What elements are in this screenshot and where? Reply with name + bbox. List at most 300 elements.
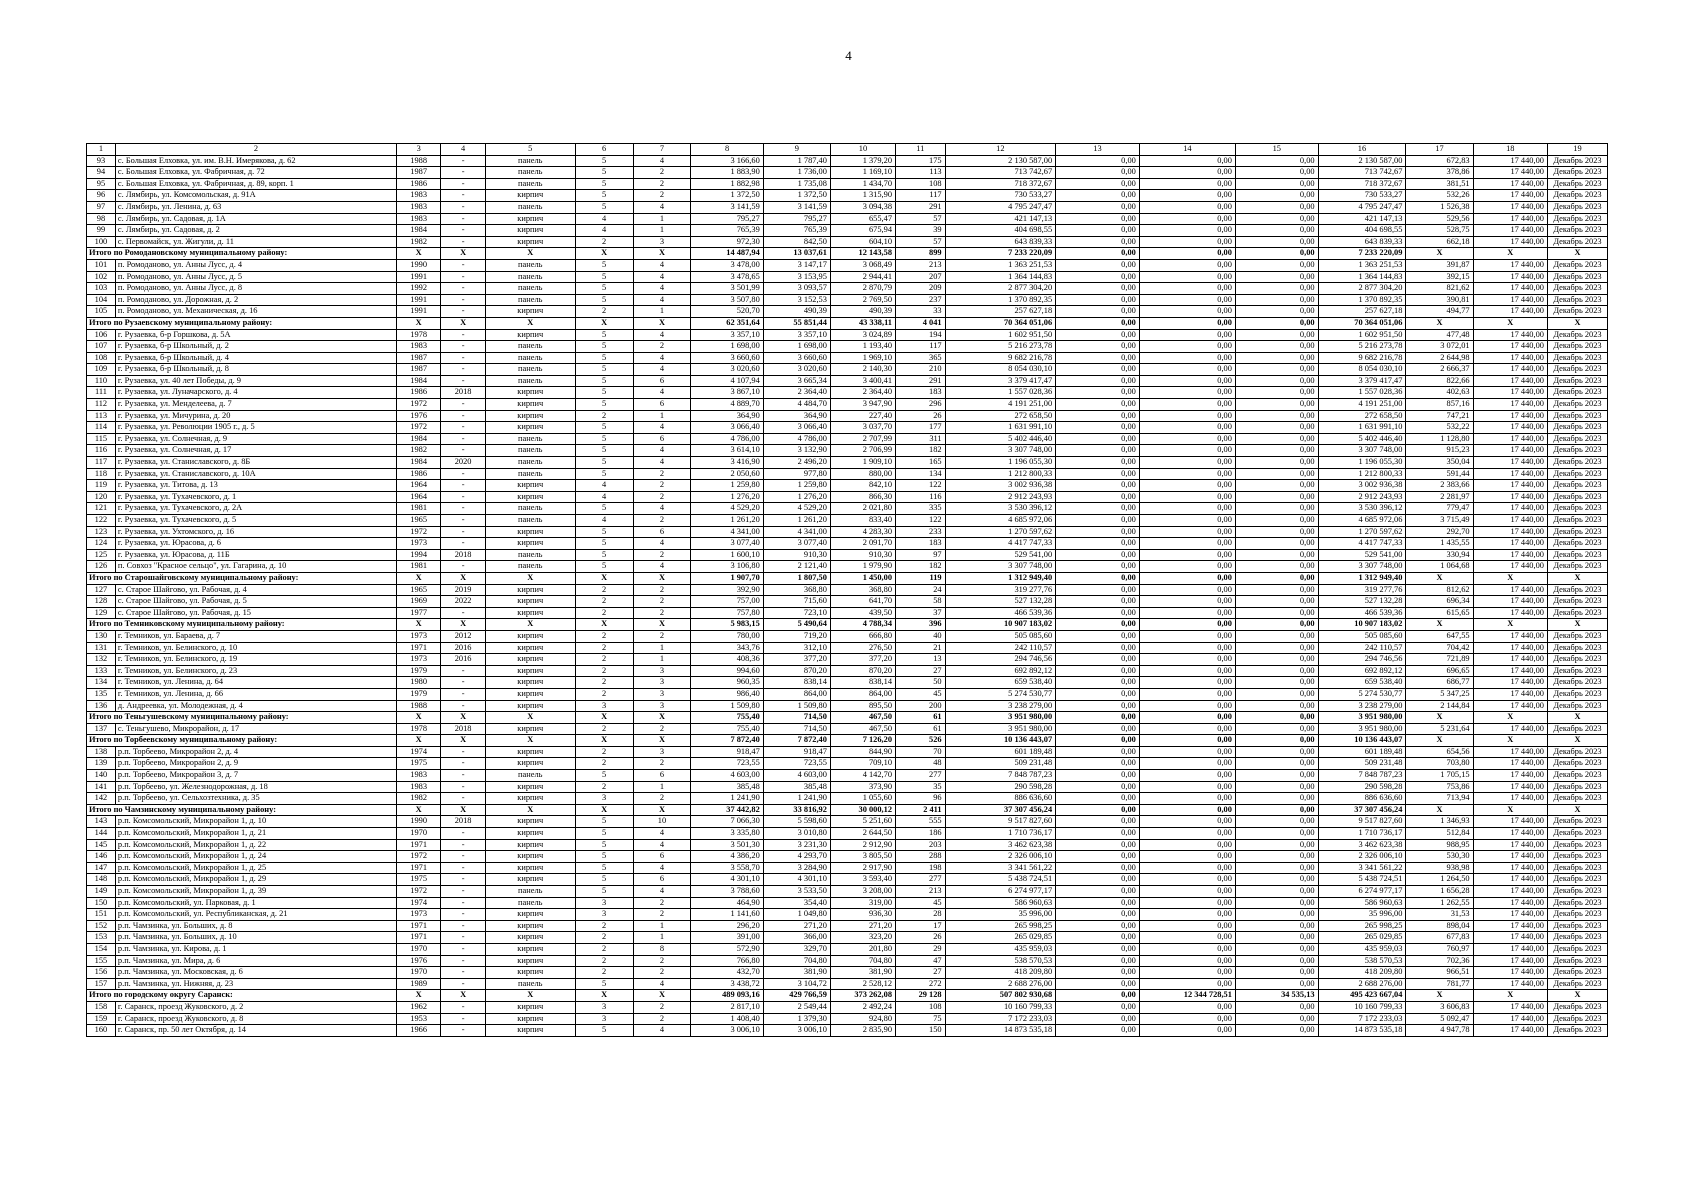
table-cell: 2: [575, 410, 633, 422]
table-cell: 113: [896, 167, 946, 179]
table-cell: 870,20: [830, 665, 895, 677]
table-cell: -: [441, 943, 485, 955]
table-cell: 864,00: [830, 688, 895, 700]
table-cell: 17 440,00: [1473, 503, 1547, 515]
subtotal-cell: 467,50: [830, 712, 895, 724]
table-cell: 2: [633, 630, 691, 642]
table-cell: 17 440,00: [1473, 549, 1547, 561]
table-cell: 108: [896, 178, 946, 190]
table-cell: 0,00: [1056, 688, 1140, 700]
table-cell: 109: [87, 364, 116, 376]
table-row: [87, 793, 1608, 805]
table-cell: 0,00: [1235, 271, 1318, 283]
subtotal-cell: 5 983,15: [691, 619, 763, 631]
table-cell: 704,42: [1406, 642, 1473, 654]
table-cell: 130: [87, 630, 116, 642]
table-cell: 1 128,80: [1406, 433, 1473, 445]
table-cell: 0,00: [1139, 828, 1235, 840]
table-cell: 390,81: [1406, 294, 1473, 306]
table-cell: 103: [87, 283, 116, 295]
table-cell: Декабрь 2023: [1547, 178, 1607, 190]
column-number-cell: 16: [1318, 144, 1406, 156]
table-row: [87, 665, 1608, 677]
table-cell: Декабрь 2023: [1547, 294, 1607, 306]
subtotal-cell: X: [1473, 572, 1547, 584]
table-cell: 0,00: [1139, 375, 1235, 387]
table-cell: 0,00: [1139, 862, 1235, 874]
subtotal-cell: 0,00: [1056, 735, 1140, 747]
table-cell: 265 029,85: [945, 932, 1056, 944]
table-cell: 1 259,80: [691, 480, 763, 492]
table-cell: 3 002 936,38: [945, 480, 1056, 492]
table-cell: 0,00: [1139, 630, 1235, 642]
table-cell: 0,00: [1235, 352, 1318, 364]
table-row: [87, 387, 1608, 399]
table-cell: 3 307 748,00: [1318, 561, 1406, 573]
table-cell: 17 440,00: [1473, 793, 1547, 805]
table-cell: 132: [87, 654, 116, 666]
table-cell: -: [441, 352, 485, 364]
table-cell: 0,00: [1056, 410, 1140, 422]
table-cell: 366,00: [763, 932, 830, 944]
table-cell: 0,00: [1139, 433, 1235, 445]
table-cell: кирпич: [485, 1025, 575, 1037]
subtotal-cell: 4 788,34: [830, 619, 895, 631]
table-cell: 4: [633, 283, 691, 295]
table-cell: -: [441, 190, 485, 202]
table-row: [87, 341, 1608, 353]
table-cell: 0,00: [1139, 723, 1235, 735]
table-cell: 3: [575, 700, 633, 712]
table-cell: 227,40: [830, 410, 895, 422]
table-cell: кирпич: [485, 1001, 575, 1013]
table-cell: 5 216 273,78: [1318, 341, 1406, 353]
table-cell: 121: [87, 503, 116, 515]
table-cell: 17 440,00: [1473, 433, 1547, 445]
table-cell: 1 261,20: [763, 515, 830, 527]
table-cell: 17 440,00: [1473, 1025, 1547, 1037]
table-cell: 0,00: [1056, 561, 1140, 573]
table-cell: 116: [87, 445, 116, 457]
table-cell: 402,63: [1406, 387, 1473, 399]
table-row: [87, 201, 1608, 213]
address-cell: г. Саранск, проезд Жуковского, д. 2: [115, 1001, 396, 1013]
table-cell: 0,00: [1139, 700, 1235, 712]
table-cell: 5: [575, 874, 633, 886]
table-cell: 122: [896, 515, 946, 527]
table-cell: -: [441, 688, 485, 700]
subtotal-cell: 5 490,64: [763, 619, 830, 631]
table-cell: 0,00: [1056, 723, 1140, 735]
table-cell: 5 438 724,51: [945, 874, 1056, 886]
address-cell: г. Рузаевка, ул. Титова, д. 13: [115, 480, 396, 492]
table-cell: 3 153,95: [763, 271, 830, 283]
table-cell: 0,00: [1235, 816, 1318, 828]
table-cell: 662,18: [1406, 236, 1473, 248]
table-cell: 1 509,80: [691, 700, 763, 712]
table-cell: 2016: [441, 642, 485, 654]
table-cell: 2 326 006,10: [1318, 851, 1406, 863]
table-cell: 0,00: [1056, 978, 1140, 990]
table-row: [87, 410, 1608, 422]
table-cell: 319,00: [830, 897, 895, 909]
table-cell: 0,00: [1056, 491, 1140, 503]
table-cell: панель: [485, 549, 575, 561]
table-cell: 1965: [396, 515, 440, 527]
table-cell: кирпич: [485, 665, 575, 677]
table-cell: 659 538,40: [945, 677, 1056, 689]
subtotal-cell: 10 907 183,02: [1318, 619, 1406, 631]
subtotal-cell: 0,00: [1139, 619, 1235, 631]
table-cell: 2: [633, 480, 691, 492]
subtotal-cell: 7 872,40: [691, 735, 763, 747]
table-cell: 898,04: [1406, 920, 1473, 932]
table-cell: -: [441, 862, 485, 874]
table-cell: 1983: [396, 213, 440, 225]
table-cell: 3 104,72: [763, 978, 830, 990]
table-cell: 102: [87, 271, 116, 283]
table-cell: 0,00: [1056, 862, 1140, 874]
table-cell: кирпич: [485, 491, 575, 503]
table-cell: 1 882,98: [691, 178, 763, 190]
table-cell: 586 960,63: [945, 897, 1056, 909]
table-cell: 0,00: [1056, 433, 1140, 445]
table-cell: 4 786,00: [763, 433, 830, 445]
subtotal-cell: 714,50: [763, 712, 830, 724]
table-cell: 1 241,90: [763, 793, 830, 805]
table-cell: 505 085,60: [1318, 630, 1406, 642]
table-cell: 4: [633, 561, 691, 573]
table-cell: 918,47: [691, 746, 763, 758]
table-cell: 1: [633, 306, 691, 318]
table-cell: 2 817,10: [691, 1001, 763, 1013]
table-cell: 2: [575, 943, 633, 955]
table-cell: 17 440,00: [1473, 526, 1547, 538]
table-cell: 527 132,28: [945, 596, 1056, 608]
table-cell: 156: [87, 967, 116, 979]
table-cell: 0,00: [1056, 943, 1140, 955]
table-cell: 490,39: [763, 306, 830, 318]
table-cell: 0,00: [1139, 201, 1235, 213]
table-cell: 0,00: [1235, 943, 1318, 955]
table-cell: 1: [633, 410, 691, 422]
column-number-cell: 5: [485, 144, 575, 156]
table-cell: 0,00: [1235, 178, 1318, 190]
table-cell: 966,51: [1406, 967, 1473, 979]
table-cell: 1972: [396, 851, 440, 863]
table-cell: 439,50: [830, 607, 895, 619]
table-cell: 126: [87, 561, 116, 573]
table-cell: 175: [896, 155, 946, 167]
table-cell: 39: [896, 225, 946, 237]
table-cell: 1971: [396, 839, 440, 851]
table-cell: 988,95: [1406, 839, 1473, 851]
table-cell: 106: [87, 329, 116, 341]
table-cell: 1 196 055,30: [945, 457, 1056, 469]
table-cell: 5 216 273,78: [945, 341, 1056, 353]
table-cell: 0,00: [1139, 839, 1235, 851]
address-cell: г. Рузаевка, ул. Тухачевского, д. 2А: [115, 503, 396, 515]
table-cell: 1971: [396, 920, 440, 932]
table-cell: Декабрь 2023: [1547, 561, 1607, 573]
table-row: [87, 677, 1608, 689]
table-cell: 886 636,60: [1318, 793, 1406, 805]
table-row: [87, 549, 1608, 561]
table-cell: 107: [87, 341, 116, 353]
table-cell: 0,00: [1139, 236, 1235, 248]
table-cell: 1 141,60: [691, 909, 763, 921]
table-cell: 0,00: [1235, 433, 1318, 445]
table-cell: 98: [87, 213, 116, 225]
table-cell: 994,60: [691, 665, 763, 677]
table-cell: 296: [896, 399, 946, 411]
table-cell: 17 440,00: [1473, 259, 1547, 271]
table-cell: 0,00: [1139, 515, 1235, 527]
table-cell: 0,00: [1056, 955, 1140, 967]
table-cell: -: [441, 746, 485, 758]
table-cell: Декабрь 2023: [1547, 886, 1607, 898]
table-cell: 0,00: [1235, 862, 1318, 874]
subtotal-cell: 0,00: [1056, 317, 1140, 329]
table-cell: 364,90: [763, 410, 830, 422]
table-cell: 643 839,33: [1318, 236, 1406, 248]
table-cell: 4 603,00: [763, 770, 830, 782]
subtotal-cell: X: [1547, 712, 1607, 724]
column-number-cell: 12: [945, 144, 1056, 156]
table-cell: 378,86: [1406, 167, 1473, 179]
table-cell: 1 557 028,36: [945, 387, 1056, 399]
table-cell: 8 054 030,10: [945, 364, 1056, 376]
table-cell: 5: [575, 155, 633, 167]
subtotal-cell: 12 344 728,51: [1139, 990, 1235, 1002]
table-cell: 0,00: [1056, 596, 1140, 608]
table-cell: кирпич: [485, 642, 575, 654]
table-cell: Декабрь 2023: [1547, 828, 1607, 840]
table-cell: 0,00: [1235, 1001, 1318, 1013]
table-cell: 2 130 587,00: [1318, 155, 1406, 167]
table-cell: 14 873 535,18: [945, 1025, 1056, 1037]
table-cell: 17 440,00: [1473, 955, 1547, 967]
table-cell: Декабрь 2023: [1547, 642, 1607, 654]
table-cell: 1983: [396, 770, 440, 782]
subtotal-label: Итого по Теньгушевскому муниципальному району:: [87, 712, 397, 724]
table-cell: Декабрь 2023: [1547, 700, 1607, 712]
table-cell: 17 440,00: [1473, 271, 1547, 283]
subtotal-cell: 7 126,20: [830, 735, 895, 747]
table-cell: 0,00: [1139, 283, 1235, 295]
table-cell: 0,00: [1056, 816, 1140, 828]
table-cell: 3: [575, 897, 633, 909]
subtotal-cell: X: [1547, 619, 1607, 631]
address-cell: г. Саранск, проезд Жуковского, д. 8: [115, 1013, 396, 1025]
address-cell: г. Рузаевка, ул. Менделеева, д. 7: [115, 399, 396, 411]
table-row: [87, 515, 1608, 527]
table-cell: 3 805,50: [830, 851, 895, 863]
table-row: [87, 433, 1608, 445]
table-cell: 2: [633, 549, 691, 561]
table-cell: 182: [896, 445, 946, 457]
table-cell: 17 440,00: [1473, 1001, 1547, 1013]
table-cell: 377,20: [763, 654, 830, 666]
table-cell: 2: [633, 758, 691, 770]
table-cell: 3 010,80: [763, 828, 830, 840]
table-cell: 5: [575, 839, 633, 851]
table-cell: кирпич: [485, 677, 575, 689]
table-cell: 1 276,20: [691, 491, 763, 503]
table-cell: 3 147,17: [763, 259, 830, 271]
table-cell: 1 372,50: [691, 190, 763, 202]
table-cell: Декабрь 2023: [1547, 746, 1607, 758]
table-cell: 0,00: [1056, 607, 1140, 619]
table-cell: 5: [575, 549, 633, 561]
subtotal-cell: 7 872,40: [763, 735, 830, 747]
table-cell: 0,00: [1056, 480, 1140, 492]
table-cell: 0,00: [1139, 1025, 1235, 1037]
table-cell: 0,00: [1056, 190, 1140, 202]
table-cell: 715,60: [763, 596, 830, 608]
subtotal-cell: 0,00: [1056, 619, 1140, 631]
table-row: [87, 491, 1608, 503]
table-cell: 0,00: [1139, 978, 1235, 990]
table-cell: 1965: [396, 584, 440, 596]
table-cell: 5: [575, 329, 633, 341]
table-cell: 3 037,70: [830, 422, 895, 434]
subtotal-cell: X: [1473, 317, 1547, 329]
subtotal-cell: X: [1473, 619, 1547, 631]
table-cell: 730 533,27: [945, 190, 1056, 202]
table-cell: 108: [87, 352, 116, 364]
subtotal-label: Итого по Темниковскому муниципальному району:: [87, 619, 397, 631]
table-cell: 3 066,40: [763, 422, 830, 434]
table-row: [87, 862, 1608, 874]
table-cell: 2 326 006,10: [945, 851, 1056, 863]
table-cell: 0,00: [1139, 596, 1235, 608]
table-cell: 5: [575, 526, 633, 538]
table-cell: Декабрь 2023: [1547, 167, 1607, 179]
table-cell: 186: [896, 828, 946, 840]
table-cell: 272 658,50: [945, 410, 1056, 422]
table-cell: 17 440,00: [1473, 700, 1547, 712]
table-cell: Декабрь 2023: [1547, 457, 1607, 469]
table-cell: 0,00: [1056, 271, 1140, 283]
table-cell: 365: [896, 352, 946, 364]
table-cell: 3 558,70: [691, 862, 763, 874]
table-cell: 0,00: [1056, 886, 1140, 898]
table-cell: 0,00: [1235, 978, 1318, 990]
table-cell: Декабрь 2023: [1547, 665, 1607, 677]
table-cell: 381,51: [1406, 178, 1473, 190]
subtotal-cell: 119: [896, 572, 946, 584]
table-cell: 1 735,08: [763, 178, 830, 190]
table-cell: 1 979,90: [830, 561, 895, 573]
table-cell: 1 262,55: [1406, 897, 1473, 909]
subtotal-cell: 1 450,00: [830, 572, 895, 584]
table-cell: 93: [87, 155, 116, 167]
table-cell: 3 341 561,22: [945, 862, 1056, 874]
subtotal-cell: 1 312 949,40: [945, 572, 1056, 584]
table-cell: 0,00: [1056, 503, 1140, 515]
table-row: [87, 271, 1608, 283]
table-cell: 17 440,00: [1473, 723, 1547, 735]
table-cell: панель: [485, 283, 575, 295]
table-cell: 288: [896, 851, 946, 863]
table-cell: 509 231,48: [1318, 758, 1406, 770]
address-cell: г. Рузаевка, ул. Тухачевского, д. 1: [115, 491, 396, 503]
table-cell: 418 209,80: [945, 967, 1056, 979]
table-cell: 2 666,37: [1406, 364, 1473, 376]
table-row: [87, 723, 1608, 735]
table-cell: 6: [633, 399, 691, 411]
table-cell: 0,00: [1235, 236, 1318, 248]
table-cell: 17 440,00: [1473, 642, 1547, 654]
table-cell: Декабрь 2023: [1547, 329, 1607, 341]
table-cell: 110: [87, 375, 116, 387]
table-cell: 0,00: [1139, 874, 1235, 886]
table-cell: Декабрь 2023: [1547, 630, 1607, 642]
address-cell: п. Совхоз "Красное сельцо", ул. Гагарина, д. 10: [115, 561, 396, 573]
table-cell: 149: [87, 886, 116, 898]
table-cell: Декабрь 2023: [1547, 155, 1607, 167]
subtotal-cell: X: [396, 990, 440, 1002]
column-number-cell: 2: [115, 144, 396, 156]
table-cell: 5: [575, 201, 633, 213]
table-cell: 2: [633, 967, 691, 979]
table-cell: 0,00: [1056, 341, 1140, 353]
subtotal-row: [87, 712, 1608, 724]
subtotal-cell: 0,00: [1056, 990, 1140, 1002]
table-row: [87, 213, 1608, 225]
subtotal-label: Итого по Старошайговскому муниципальному району:: [87, 572, 397, 584]
subtotal-cell: 0,00: [1235, 619, 1318, 631]
table-cell: 5: [575, 399, 633, 411]
address-cell: г. Темников, ул. Белинского, д. 19: [115, 654, 396, 666]
table-cell: кирпич: [485, 1013, 575, 1025]
subtotal-cell: 0,00: [1056, 572, 1140, 584]
table-cell: -: [441, 874, 485, 886]
table-cell: 1978: [396, 723, 440, 735]
table-cell: Декабрь 2023: [1547, 526, 1607, 538]
table-cell: 33: [896, 306, 946, 318]
address-cell: с. Большая Елховка, ул. Фабричная, д. 89, корп. 1: [115, 178, 396, 190]
table-cell: 755,40: [691, 723, 763, 735]
table-cell: 3 307 748,00: [945, 445, 1056, 457]
table-row: [87, 688, 1608, 700]
subtotal-cell: 14 487,94: [691, 248, 763, 260]
table-cell: 886 636,60: [945, 793, 1056, 805]
table-cell: 0,00: [1235, 387, 1318, 399]
table-cell: 3 072,01: [1406, 341, 1473, 353]
table-cell: 17 440,00: [1473, 201, 1547, 213]
table-cell: 5: [575, 433, 633, 445]
table-cell: 1971: [396, 932, 440, 944]
table-cell: 4 889,70: [691, 399, 763, 411]
table-cell: 1 736,00: [763, 167, 830, 179]
table-cell: 1991: [396, 306, 440, 318]
table-cell: 57: [896, 213, 946, 225]
table-cell: 0,00: [1139, 178, 1235, 190]
subtotal-cell: X: [1473, 804, 1547, 816]
table-cell: 5: [575, 387, 633, 399]
table-cell: 512,84: [1406, 828, 1473, 840]
table-cell: 3 094,38: [830, 201, 895, 213]
subtotal-cell: X: [1473, 735, 1547, 747]
table-cell: 4 341,00: [763, 526, 830, 538]
table-cell: 4: [575, 491, 633, 503]
table-cell: 17 440,00: [1473, 770, 1547, 782]
table-cell: 201,80: [830, 943, 895, 955]
table-cell: панель: [485, 294, 575, 306]
table-cell: 5: [575, 167, 633, 179]
